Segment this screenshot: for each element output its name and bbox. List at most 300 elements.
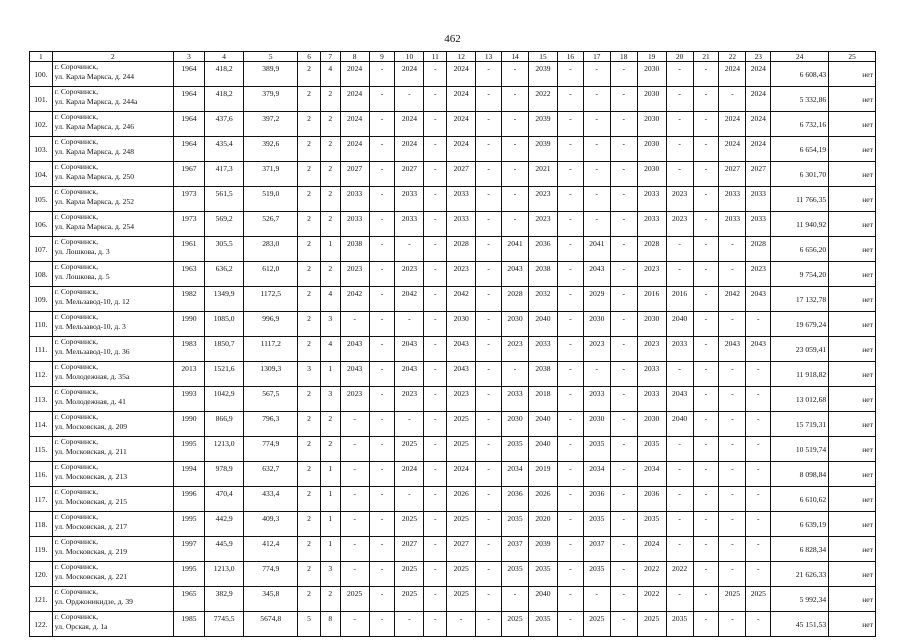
address-street: ул. Московская, д. 213 (54, 471, 128, 481)
value-cell: - (693, 612, 719, 637)
value-cell: - (693, 512, 719, 537)
value-cell: 2033 (447, 187, 476, 212)
table-row (30, 537, 876, 562)
value-cell: 2025 (447, 512, 476, 537)
value-cell: - (424, 362, 447, 387)
value-cell: 2 (298, 112, 321, 137)
cost-cell: 11 766,35 (771, 187, 829, 212)
table-row (30, 437, 876, 462)
value-cell: 2022 (637, 562, 666, 587)
value-cell: - (369, 362, 395, 387)
flag-cell: нет (829, 412, 876, 437)
row-number-cell: 120. (30, 562, 53, 587)
value-cell: - (502, 87, 529, 112)
value-cell: - (476, 87, 502, 112)
value-cell: 437,6 (204, 112, 243, 137)
value-cell: 2024 (395, 62, 424, 87)
row-number-cell: 109. (30, 287, 53, 312)
value-cell: - (583, 187, 610, 212)
value-cell: - (666, 537, 693, 562)
row-number-cell: 119. (30, 537, 53, 562)
value-cell: - (424, 287, 447, 312)
value-cell: 2035 (528, 562, 557, 587)
value-cell: - (395, 412, 424, 437)
value-cell: 2025 (447, 412, 476, 437)
value-cell: - (369, 162, 395, 187)
value-cell: 2026 (447, 487, 476, 512)
value-cell: 519,0 (244, 187, 298, 212)
value-cell: 2033 (447, 212, 476, 237)
value-cell: - (340, 412, 369, 437)
table-row (30, 262, 876, 287)
value-cell: - (424, 462, 447, 487)
value-cell: - (340, 562, 369, 587)
value-cell: - (610, 412, 637, 437)
value-cell: - (610, 137, 637, 162)
value-cell: - (610, 437, 637, 462)
cost-cell: 15 719,31 (771, 412, 829, 437)
value-cell: - (666, 87, 693, 112)
value-cell: - (476, 112, 502, 137)
value-cell: 2 (298, 287, 321, 312)
table-row (30, 312, 876, 337)
address-cell (52, 462, 173, 487)
value-cell: - (693, 487, 719, 512)
value-cell: 2 (320, 87, 340, 112)
address-city: г. Сорочинск, (54, 387, 98, 396)
value-cell: - (424, 262, 447, 287)
value-cell: 1 (320, 487, 340, 512)
value-cell: 2033 (637, 212, 666, 237)
value-cell: 2036 (528, 237, 557, 262)
value-cell: 2022 (528, 87, 557, 112)
address-city: г. Сорочинск, (54, 512, 98, 521)
value-cell: - (476, 212, 502, 237)
value-cell: - (340, 537, 369, 562)
table-row (30, 337, 876, 362)
value-cell: 2030 (637, 112, 666, 137)
value-cell: 2 (298, 562, 321, 587)
value-cell: - (557, 212, 583, 237)
value-cell: 2025 (502, 612, 529, 637)
value-cell: 2 (320, 112, 340, 137)
value-cell: - (610, 612, 637, 637)
value-cell: - (502, 187, 529, 212)
value-cell: - (746, 387, 771, 412)
value-cell: 2041 (583, 237, 610, 262)
value-cell: - (557, 362, 583, 387)
value-cell: - (666, 587, 693, 612)
address-city: г. Сорочинск, (54, 87, 98, 96)
value-cell: 2033 (340, 187, 369, 212)
address-street: ул. Московская, д. 209 (54, 421, 128, 431)
column-header: 3 (173, 52, 204, 62)
value-cell: - (476, 387, 502, 412)
value-cell: 1982 (173, 287, 204, 312)
value-cell: - (369, 512, 395, 537)
address-street: ул. Молодежная, д. 35а (54, 371, 130, 381)
value-cell: 3 (320, 387, 340, 412)
value-cell: - (476, 262, 502, 287)
value-cell: - (693, 62, 719, 87)
value-cell: 2035 (583, 437, 610, 462)
flag-cell: нет (829, 337, 876, 362)
value-cell: - (693, 362, 719, 387)
table-row (30, 137, 876, 162)
value-cell: - (476, 462, 502, 487)
cost-cell: 10 519,74 (771, 437, 829, 462)
value-cell: - (369, 537, 395, 562)
column-header: 22 (719, 52, 746, 62)
value-cell: 2039 (528, 137, 557, 162)
row-number-cell: 107. (30, 237, 53, 262)
value-cell: 2043 (395, 362, 424, 387)
flag-cell: нет (829, 462, 876, 487)
address-cell (52, 487, 173, 512)
value-cell: 2025 (395, 562, 424, 587)
value-cell: 445,9 (204, 537, 243, 562)
value-cell: 2034 (583, 462, 610, 487)
value-cell: - (693, 337, 719, 362)
value-cell: 5 (298, 612, 321, 637)
value-cell: - (369, 462, 395, 487)
value-cell: - (610, 187, 637, 212)
value-cell: 2 (298, 387, 321, 412)
value-cell: 1172,5 (244, 287, 298, 312)
value-cell: - (693, 262, 719, 287)
address-cell (52, 312, 173, 337)
value-cell: 2039 (528, 112, 557, 137)
value-cell: - (502, 587, 529, 612)
value-cell: 2025 (340, 587, 369, 612)
value-cell: 978,9 (204, 462, 243, 487)
value-cell: 2033 (746, 187, 771, 212)
address-street: ул. Карла Маркса, д. 254 (54, 221, 135, 231)
flag-cell: нет (829, 362, 876, 387)
column-header: 6 (298, 52, 321, 62)
value-cell: 2028 (502, 287, 529, 312)
value-cell: 2023 (666, 187, 693, 212)
value-cell: 2027 (395, 537, 424, 562)
value-cell: 1085,0 (204, 312, 243, 337)
table-row (30, 287, 876, 312)
value-cell: - (447, 612, 476, 637)
value-cell: 2033 (528, 337, 557, 362)
value-cell: 2024 (340, 137, 369, 162)
address-cell (52, 537, 173, 562)
value-cell: 2023 (502, 337, 529, 362)
table-row (30, 237, 876, 262)
value-cell: 1964 (173, 62, 204, 87)
value-cell: - (557, 187, 583, 212)
value-cell: - (424, 512, 447, 537)
value-cell: 2033 (583, 387, 610, 412)
value-cell: - (476, 312, 502, 337)
value-cell: - (666, 512, 693, 537)
address-cell (52, 387, 173, 412)
value-cell: 1042,9 (204, 387, 243, 412)
table-row (30, 112, 876, 137)
column-header: 25 (829, 52, 876, 62)
value-cell: 1964 (173, 137, 204, 162)
cost-cell: 6 301,70 (771, 162, 829, 187)
value-cell: 526,7 (244, 212, 298, 237)
table-row (30, 187, 876, 212)
value-cell: 2024 (447, 137, 476, 162)
table-row (30, 62, 876, 87)
value-cell: 1309,3 (244, 362, 298, 387)
value-cell: 2043 (340, 337, 369, 362)
value-cell: - (424, 62, 447, 87)
value-cell: - (610, 287, 637, 312)
column-header: 4 (204, 52, 243, 62)
value-cell: 2023 (528, 212, 557, 237)
value-cell: 2036 (502, 487, 529, 512)
value-cell: - (340, 612, 369, 637)
value-cell: 2 (298, 412, 321, 437)
table-row (30, 487, 876, 512)
address-cell (52, 187, 173, 212)
flag-cell: нет (829, 587, 876, 612)
address-street: ул. Мельзавод-10, д. 3 (54, 321, 126, 331)
row-number-cell: 121. (30, 587, 53, 612)
column-header: 1 (30, 52, 53, 62)
value-cell: - (395, 312, 424, 337)
value-cell: 2029 (583, 287, 610, 312)
value-cell: - (693, 137, 719, 162)
value-cell: 2 (298, 237, 321, 262)
column-number-header-row (30, 52, 876, 62)
value-cell: - (693, 437, 719, 462)
value-cell: 2033 (719, 187, 746, 212)
table-row (30, 587, 876, 612)
value-cell: - (369, 287, 395, 312)
value-cell: 2042 (340, 287, 369, 312)
value-cell: - (369, 87, 395, 112)
value-cell: 1983 (173, 337, 204, 362)
value-cell: 2030 (637, 312, 666, 337)
value-cell: 2040 (528, 412, 557, 437)
value-cell: - (557, 112, 583, 137)
value-cell: 1349,9 (204, 287, 243, 312)
column-header: 2 (52, 52, 173, 62)
value-cell: 2030 (447, 312, 476, 337)
value-cell: - (610, 462, 637, 487)
value-cell: 2024 (447, 87, 476, 112)
value-cell: - (719, 437, 746, 462)
value-cell: - (693, 312, 719, 337)
value-cell: - (693, 237, 719, 262)
value-cell: - (369, 587, 395, 612)
value-cell: 2 (298, 462, 321, 487)
value-cell: - (693, 287, 719, 312)
row-number-cell: 114. (30, 412, 53, 437)
value-cell: 2027 (447, 537, 476, 562)
value-cell: - (666, 237, 693, 262)
value-cell: 2 (298, 212, 321, 237)
value-cell: 2024 (340, 62, 369, 87)
address-street: ул. Орская, д. 1а (54, 621, 108, 631)
value-cell: - (719, 362, 746, 387)
value-cell: 2024 (719, 137, 746, 162)
value-cell: - (557, 312, 583, 337)
value-cell: 2024 (719, 112, 746, 137)
value-cell: - (424, 137, 447, 162)
value-cell: 382,9 (204, 587, 243, 612)
flag-cell: нет (829, 237, 876, 262)
table-row (30, 512, 876, 537)
column-header: 16 (557, 52, 583, 62)
address-street: ул. Лошкова, д. 5 (54, 271, 110, 281)
address-city: г. Сорочинск, (54, 562, 98, 571)
value-cell: 8 (320, 612, 340, 637)
value-cell: 2025 (447, 587, 476, 612)
row-number-cell: 101. (30, 87, 53, 112)
value-cell: - (719, 462, 746, 487)
value-cell: - (583, 62, 610, 87)
value-cell: - (693, 162, 719, 187)
value-cell: 7745,5 (204, 612, 243, 637)
value-cell: 1994 (173, 462, 204, 487)
flag-cell: нет (829, 212, 876, 237)
value-cell: 2024 (746, 62, 771, 87)
value-cell: - (476, 137, 502, 162)
value-cell: 409,3 (244, 512, 298, 537)
value-cell: 1993 (173, 387, 204, 412)
value-cell: - (746, 462, 771, 487)
value-cell: - (583, 112, 610, 137)
value-cell: - (666, 137, 693, 162)
value-cell: - (583, 87, 610, 112)
address-cell (52, 287, 173, 312)
value-cell: 2043 (719, 337, 746, 362)
value-cell: - (610, 562, 637, 587)
column-header: 7 (320, 52, 340, 62)
value-cell: 2039 (528, 62, 557, 87)
value-cell: 2042 (395, 287, 424, 312)
value-cell: 397,2 (244, 112, 298, 137)
value-cell: - (340, 462, 369, 487)
column-header: 23 (746, 52, 771, 62)
cost-cell: 6 828,34 (771, 537, 829, 562)
cost-cell: 19 679,24 (771, 312, 829, 337)
value-cell: 996,9 (244, 312, 298, 337)
value-cell: - (557, 487, 583, 512)
value-cell: - (719, 87, 746, 112)
table-row (30, 412, 876, 437)
value-cell: 2027 (746, 162, 771, 187)
column-header: 24 (771, 52, 829, 62)
value-cell: 2024 (395, 462, 424, 487)
table-row (30, 212, 876, 237)
flag-cell: нет (829, 162, 876, 187)
value-cell: 2039 (528, 537, 557, 562)
value-cell: - (693, 537, 719, 562)
value-cell: 2030 (583, 412, 610, 437)
value-cell: - (369, 112, 395, 137)
value-cell: 2027 (719, 162, 746, 187)
value-cell: - (693, 412, 719, 437)
address-cell (52, 337, 173, 362)
value-cell: 2023 (395, 262, 424, 287)
value-cell: - (424, 587, 447, 612)
value-cell: 2 (298, 487, 321, 512)
value-cell: 2 (298, 437, 321, 462)
address-city: г. Сорочинск, (54, 487, 98, 496)
value-cell: 632,7 (244, 462, 298, 487)
cost-cell: 45 151,53 (771, 612, 829, 637)
table-row (30, 362, 876, 387)
value-cell: 2038 (340, 237, 369, 262)
value-cell: 1973 (173, 212, 204, 237)
cost-cell: 5 332,86 (771, 87, 829, 112)
value-cell: 2035 (666, 612, 693, 637)
column-header: 8 (340, 52, 369, 62)
housing-repair-schedule-table (29, 51, 876, 637)
value-cell: 2025 (583, 612, 610, 637)
value-cell: 1990 (173, 412, 204, 437)
value-cell: 2016 (637, 287, 666, 312)
value-cell: 2 (320, 137, 340, 162)
address-city: г. Сорочинск, (54, 237, 98, 246)
value-cell: - (476, 62, 502, 87)
cost-cell: 21 626,33 (771, 562, 829, 587)
value-cell: - (557, 137, 583, 162)
flag-cell: нет (829, 262, 876, 287)
value-cell: 2024 (340, 87, 369, 112)
value-cell: - (610, 212, 637, 237)
value-cell: - (369, 337, 395, 362)
value-cell: 2023 (637, 262, 666, 287)
value-cell: - (557, 287, 583, 312)
value-cell: 2043 (447, 362, 476, 387)
value-cell: 2036 (583, 487, 610, 512)
value-cell: - (502, 62, 529, 87)
value-cell: 1117,2 (244, 337, 298, 362)
address-street: ул. Карла Маркса, д. 248 (54, 146, 135, 156)
value-cell: - (666, 487, 693, 512)
value-cell: 2 (298, 162, 321, 187)
row-number-cell: 108. (30, 262, 53, 287)
value-cell: - (424, 87, 447, 112)
cost-cell: 8 098,84 (771, 462, 829, 487)
value-cell: 1967 (173, 162, 204, 187)
flag-cell: нет (829, 287, 876, 312)
value-cell: 1996 (173, 487, 204, 512)
value-cell: - (557, 512, 583, 537)
row-number-cell: 111. (30, 337, 53, 362)
value-cell: 2035 (637, 437, 666, 462)
value-cell: 2024 (447, 112, 476, 137)
address-city: г. Сорочинск, (54, 287, 98, 296)
flag-cell: нет (829, 387, 876, 412)
value-cell: - (557, 587, 583, 612)
column-header: 17 (583, 52, 610, 62)
value-cell: - (557, 562, 583, 587)
address-cell (52, 162, 173, 187)
value-cell: 2 (298, 312, 321, 337)
value-cell: 435,4 (204, 137, 243, 162)
value-cell: - (693, 587, 719, 612)
column-header: 10 (395, 52, 424, 62)
value-cell: 2042 (719, 287, 746, 312)
value-cell: - (610, 537, 637, 562)
value-cell: - (746, 562, 771, 587)
value-cell: 4 (320, 287, 340, 312)
value-cell: 4 (320, 62, 340, 87)
value-cell: 2026 (528, 487, 557, 512)
value-cell: 1995 (173, 512, 204, 537)
